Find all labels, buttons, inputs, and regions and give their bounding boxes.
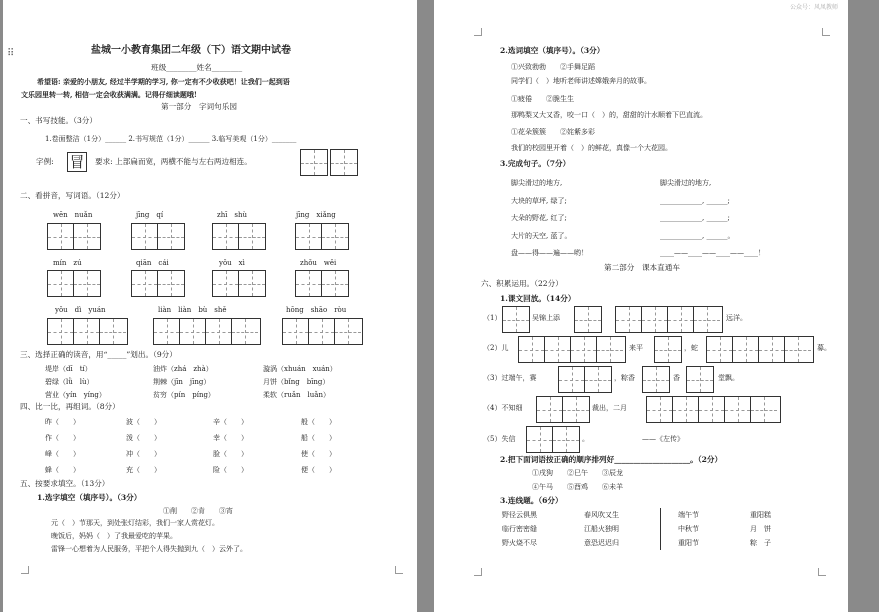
pinyin-label: yǒu xì [219,259,245,267]
answer-grid[interactable] [518,336,626,363]
q5-2-options: ①花朵簇簇 ②姹紫多彩 [511,128,595,136]
q3-item: 营业（yín yíng） [45,391,106,399]
writing-grid[interactable] [300,149,328,176]
drag-handle-icon[interactable]: ⠿ [7,48,15,59]
q4-item: 泼（ ） [126,434,161,442]
blank-prefix: （3）过端午，赛 [483,374,537,382]
match-item: 江船火独明 [584,525,619,533]
answer-grid[interactable] [536,396,590,423]
answer-grid[interactable] [212,223,266,250]
blank-text: 吴锦上添 [532,314,560,322]
q5-3-left: 大片的天空, 蓝了。 [511,232,572,240]
answer-grid[interactable] [295,270,349,297]
q3-item: 柔软（ruǎn luǎn） [263,391,330,399]
q5-2-sentence: 我们的校园里开着（ ）的鲜花，真像一个大花园。 [511,144,672,152]
q2-heading: 二、看拼音，写词语。（12分） [20,191,125,200]
q4-item: 般（ ） [301,418,336,426]
answer-grid[interactable] [47,223,101,250]
q5-2-options: ①兴致勃勃 ②手舞足蹈 [511,63,595,71]
blank-text: 募。 [817,344,831,352]
answer-grid[interactable] [295,223,349,250]
q3-item: 荆棘（jīn jīng） [153,378,211,386]
notice-line-2: 文乐园里转一转, 相信一定会收获满满。记得仔细读题哦! [21,90,197,99]
answer-grid[interactable] [153,318,261,345]
notice-line-1: 希望语: 亲爱的小朋友, 经过半学期的学习, 你一定有不少收获吧！让我们一起到语 [37,77,290,86]
exam-title: 盐城一小教育集团二年级（下）语文期中试卷 [91,45,291,56]
exam-page-right [434,0,848,612]
blank-prefix: （4）不知细 [483,404,523,412]
q1-heading: 一、书写技能。（3分） [20,116,97,125]
q5-heading: 五、按要求填空。（13分） [20,479,110,488]
blank-text: 裁出，二月 [592,404,627,412]
exam-page-left [3,0,417,612]
blank-text: 来平 [629,344,643,352]
answer-grid[interactable] [526,426,580,453]
q4-item: 峰（ ） [45,450,80,458]
answer-grid[interactable] [558,366,612,393]
match-item: 重阳糕 [750,511,771,519]
q5-3-right: ____________, ______; [660,197,730,205]
answer-grid[interactable] [706,336,814,363]
margin-mark [474,28,482,36]
pinyin-label: jīng xiǎng [296,211,336,219]
pinyin-label: zhī shù [217,211,248,219]
q5-1-sentence: 雷锋一心想着为人民服务，平把个人得失抛到九（ ）云外了。 [51,545,247,553]
pinyin-label: zhǒu wěi [300,259,337,267]
q4-item: 险（ ） [213,466,248,474]
q3-heading: 三、选择正确的读音，用“_____”划出。（9分） [20,350,177,359]
q5-3-left: 脚尖滑过的地方, [511,179,563,187]
match-item: 重阳节 [678,539,699,547]
q6-2-options: ④午马 ⑤酉鸡 ⑥未羊 [532,483,623,491]
watermark-text: 公众号：风凤教师 [789,4,838,11]
example-label: 字例: [36,157,54,166]
q5-1-heading: 1.选字填空（填序号）。（3分） [37,493,142,502]
q5-1-sentence: 晚饭后，妈妈（ ）了我最爱吃的苹果。 [51,532,177,540]
q4-item: 使（ ） [301,450,336,458]
answer-grid[interactable] [47,270,101,297]
blank-prefix: （2）儿 [483,344,509,352]
answer-grid[interactable] [47,318,128,345]
match-item: 春风吹又生 [584,511,619,519]
blank-text: ，粽香 [614,374,635,382]
q3-item: 堤岸（dī tí） [45,365,92,373]
part-one-heading: 第一部分 字词句乐园 [161,102,237,111]
answer-grid[interactable] [642,366,670,393]
q6-2-options: ①戌狗 ②巳午 ③辰龙 [532,469,623,477]
q4-item: 脸（ ） [213,450,248,458]
blank-prefix: （5）失信 [483,435,516,443]
q5-1-options: ①削 ②肯 ③宵 [163,507,233,515]
q1-items: 1.卷面整洁（1分）______ 2.书写规范（1分）______ 3.临写美观（1分）_______ [45,135,297,143]
match-item: 意恐迟迟归 [584,539,619,547]
example-requirement: 要求: 上部扁而宽，两横不能与左右两边相连。 [95,157,252,166]
q5-3-right: ____——____——____——____！ [660,249,765,257]
q3-item: 油炸（zhá zhà） [153,365,213,373]
margin-mark [21,566,29,574]
match-item: 粽 子 [750,539,771,547]
answer-grid[interactable] [131,270,185,297]
q3-item: 碧绿（lǜ lù） [45,378,94,386]
match-item: 月 饼 [750,525,771,533]
answer-grid[interactable] [282,318,363,345]
q5-2-sentence: 同学们（ ）地听老师讲述嫦娥奔月的故事。 [511,77,651,85]
answer-grid[interactable] [615,306,723,333]
q5-3-left: 大块的草坪, 绿了; [511,197,567,205]
pinyin-label: wēn nuǎn [53,211,93,219]
source-citation: ——《左传》 [642,435,684,443]
blank-text: ，蛇 [684,344,698,352]
answer-grid[interactable] [654,336,682,363]
pinyin-label: liàn liàn bù shě [158,306,227,314]
pinyin-label: yǒu dì yuán [55,306,106,314]
writing-grid[interactable] [330,149,358,176]
divider [660,508,661,550]
pinyin-label: mín zú [53,259,82,267]
part-two-heading: 第二部分 课本直通车 [604,263,680,272]
q5-1-sentence: 元（ ）节那天，到处张灯结彩，我们一家人赏花灯。 [51,519,219,527]
blank-text: 香 [673,374,680,382]
q3-item: 贫穷（pín píng） [153,391,215,399]
q5-3-right: ____________, ______。 [660,232,735,240]
answer-grid[interactable] [646,396,781,423]
q4-item: 幸（ ） [213,434,248,442]
q6-1-heading: 1.课文回放。（14分） [500,294,576,303]
q4-item: 充（ ） [126,466,161,474]
margin-mark [822,28,830,36]
margin-mark [818,568,826,576]
pinyin-label: jīng qí [136,211,164,219]
answer-grid[interactable] [574,306,602,333]
blank-prefix: （1） [483,314,502,322]
q3-item: 漩涡（xhuán xuán） [263,365,337,373]
q4-item: 便（ ） [301,466,336,474]
q5-2-heading: 2.选词填空（填序号）。（3分） [500,46,605,55]
q6-heading: 六、积累运用。（22分） [481,279,563,288]
example-character: 冒 [67,152,87,172]
q5-3-left: 盘——得——遍——哟！ [511,249,588,257]
q5-2-options: ①疲倦 ②脆生生 [511,95,574,103]
q4-item: 船（ ） [301,434,336,442]
margin-mark [474,568,482,576]
match-item: 野径云俱黑 [502,511,537,519]
q5-3-right: ____________, ______; [660,214,730,222]
q4-item: 昨（ ） [45,418,80,426]
blank-text: 。 [582,435,589,443]
q4-item: 作（ ） [45,434,80,442]
match-item: 野火烧不尽 [502,539,537,547]
class-name-line: 班级________姓名________ [151,63,243,72]
q4-item: 蜂（ ） [45,466,80,474]
blank-text: 堂飘。 [718,374,739,382]
q5-3-heading: 3.完成句子。（7分） [500,159,571,168]
match-item: 中秋节 [678,525,699,533]
q5-3-right: 脚尖滑过的地方, [660,179,712,187]
answer-grid[interactable] [131,223,185,250]
match-item: 临行密密缝 [502,525,537,533]
q5-3-left: 大朵的野花, 红了; [511,214,567,222]
margin-mark [395,566,403,574]
blank-text: 远洋。 [726,314,747,322]
pinyin-label: qiān cái [136,259,169,267]
q4-item: 辛（ ） [213,418,248,426]
pinyin-label: hōng shāo ròu [286,306,347,314]
answer-grid[interactable] [212,270,266,297]
q4-item: 波（ ） [126,418,161,426]
q4-heading: 四、比一比，再组词。（8分） [20,402,120,411]
q3-item: 月饼（bǐng bīng） [263,378,330,386]
answer-grid[interactable] [686,366,714,393]
q5-2-sentence: 那鸭梨又大又香，咬一口（ ）的，甜甜的汁水顺着下巴直流。 [511,111,707,119]
q6-3-heading: 3.连线题。（6分） [500,496,563,505]
q4-item: 冲（ ） [126,450,161,458]
answer-grid[interactable] [502,306,530,333]
match-item: 端午节 [678,511,699,519]
q6-2-heading: 2.把下面词语按正确的顺序排列好____________________。（2分） [500,455,723,464]
